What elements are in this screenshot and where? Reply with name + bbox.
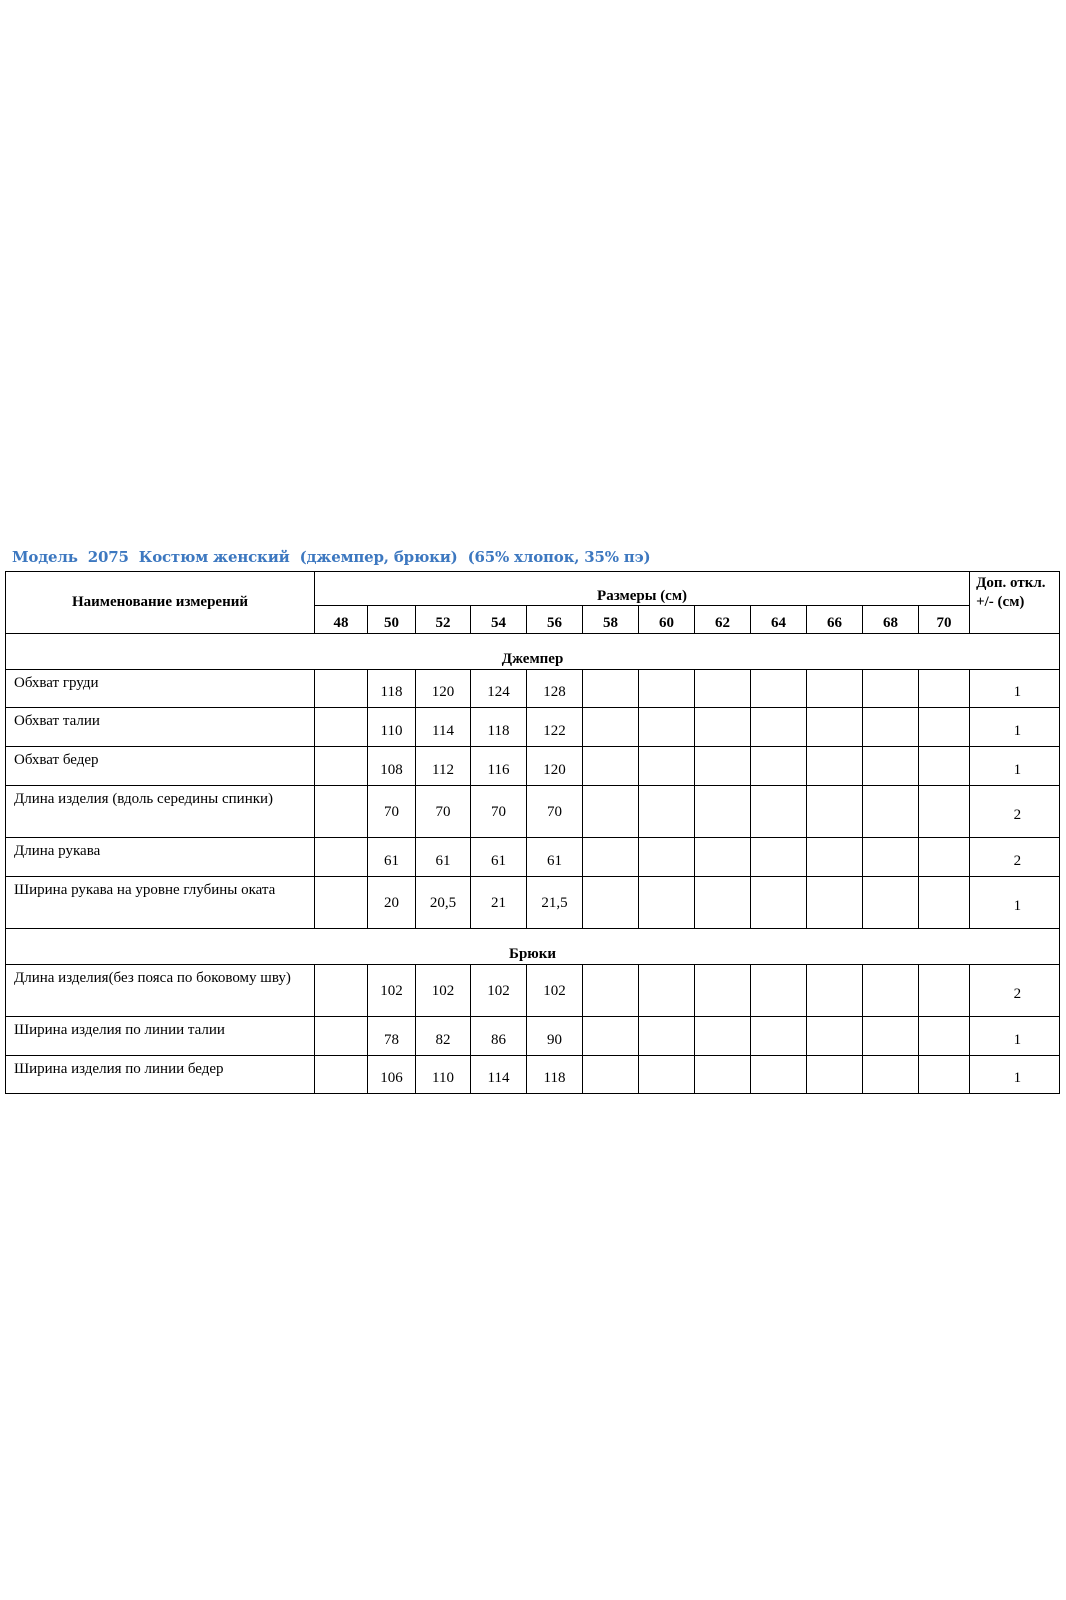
size-value-cell [863, 965, 919, 1017]
size-value-cell [807, 786, 863, 838]
size-value-cell [919, 838, 970, 877]
measurement-name-header: Наименование измерений [6, 572, 315, 634]
size-column-header: 58 [583, 606, 639, 634]
size-value-cell [639, 965, 695, 1017]
tolerance-value: 1 [970, 1056, 1060, 1094]
size-column-header: 52 [416, 606, 471, 634]
size-value-cell: 61 [416, 838, 471, 877]
size-value-cell [315, 965, 368, 1017]
size-value-cell: 120 [416, 670, 471, 708]
size-value-cell: 70 [527, 786, 583, 838]
size-value-cell: 78 [368, 1017, 416, 1056]
size-value-cell [863, 1056, 919, 1094]
size-value-cell [639, 1017, 695, 1056]
size-value-cell: 70 [471, 786, 527, 838]
size-value-cell [863, 1017, 919, 1056]
size-value-cell: 20,5 [416, 877, 471, 929]
size-value-cell [639, 747, 695, 786]
size-value-cell [807, 1017, 863, 1056]
size-value-cell [919, 708, 970, 747]
size-value-cell [751, 1056, 807, 1094]
table-row [6, 747, 1060, 786]
size-value-cell [751, 877, 807, 929]
size-value-cell [751, 786, 807, 838]
table-row [6, 708, 1060, 747]
size-value-cell: 110 [416, 1056, 471, 1094]
tolerance-value: 2 [970, 838, 1060, 877]
size-value-cell [807, 670, 863, 708]
size-value-cell [639, 877, 695, 929]
section-row [6, 634, 1060, 670]
size-value-cell: 110 [368, 708, 416, 747]
size-value-cell: 114 [471, 1056, 527, 1094]
size-value-cell: 118 [471, 708, 527, 747]
size-value-cell [583, 1056, 639, 1094]
measurement-name: Длина изделия(без пояса по боковому шву) [6, 965, 315, 1017]
size-value-cell: 102 [527, 965, 583, 1017]
size-value-cell [639, 670, 695, 708]
size-value-cell [863, 747, 919, 786]
size-value-cell: 70 [368, 786, 416, 838]
size-column-header: 68 [863, 606, 919, 634]
size-value-cell [807, 965, 863, 1017]
size-value-cell [583, 965, 639, 1017]
size-value-cell [639, 1056, 695, 1094]
size-value-cell: 124 [471, 670, 527, 708]
size-value-cell [919, 786, 970, 838]
size-value-cell [695, 786, 751, 838]
measurement-name: Длина изделия (вдоль середины спинки) [6, 786, 315, 838]
size-value-cell: 90 [527, 1017, 583, 1056]
size-value-cell [315, 747, 368, 786]
size-value-cell [315, 670, 368, 708]
size-value-cell [583, 670, 639, 708]
table-row [6, 838, 1060, 877]
size-value-cell [751, 965, 807, 1017]
size-column-header: 48 [315, 606, 368, 634]
tolerance-header: Доп. откл. +/- (см) [970, 572, 1060, 634]
size-value-cell: 116 [471, 747, 527, 786]
size-value-cell [639, 708, 695, 747]
size-value-cell [583, 747, 639, 786]
size-value-cell [315, 838, 368, 877]
size-value-cell [863, 786, 919, 838]
size-value-cell [695, 877, 751, 929]
size-column-header: 50 [368, 606, 416, 634]
size-value-cell: 61 [368, 838, 416, 877]
section-title: Джемпер [6, 634, 1060, 670]
table-row [6, 877, 1060, 929]
size-value-cell [919, 670, 970, 708]
size-value-cell [695, 838, 751, 877]
size-value-cell [315, 1017, 368, 1056]
size-value-cell: 86 [471, 1017, 527, 1056]
size-value-cell [583, 877, 639, 929]
size-column-header: 66 [807, 606, 863, 634]
tolerance-value: 1 [970, 670, 1060, 708]
size-value-cell [863, 877, 919, 929]
size-value-cell: 102 [368, 965, 416, 1017]
size-value-cell [919, 1017, 970, 1056]
size-value-cell: 128 [527, 670, 583, 708]
size-value-cell [315, 708, 368, 747]
size-value-cell: 61 [471, 838, 527, 877]
measurement-name: Длина рукава [6, 838, 315, 877]
size-column-header: 62 [695, 606, 751, 634]
size-value-cell [807, 877, 863, 929]
size-value-cell [751, 1017, 807, 1056]
size-column-header: 56 [527, 606, 583, 634]
size-value-cell [695, 670, 751, 708]
section-title: Брюки [6, 929, 1060, 965]
size-value-cell: 21,5 [527, 877, 583, 929]
size-value-cell [695, 708, 751, 747]
size-value-cell [639, 786, 695, 838]
size-value-cell: 102 [471, 965, 527, 1017]
size-value-cell: 114 [416, 708, 471, 747]
size-value-cell [863, 670, 919, 708]
measurement-name: Ширина изделия по линии бедер [6, 1056, 315, 1094]
size-value-cell [863, 838, 919, 877]
size-value-cell [695, 1017, 751, 1056]
size-value-cell [583, 1017, 639, 1056]
size-value-cell [807, 708, 863, 747]
table-row [6, 1056, 1060, 1094]
header-row [6, 572, 1060, 606]
measurement-name: Ширина изделия по линии талии [6, 1017, 315, 1056]
size-value-cell [919, 965, 970, 1017]
sizes-header: Размеры (см) [315, 572, 970, 606]
size-value-cell [695, 1056, 751, 1094]
tolerance-value: 2 [970, 965, 1060, 1017]
table-row [6, 1017, 1060, 1056]
size-value-cell [919, 877, 970, 929]
size-value-cell [919, 1056, 970, 1094]
tolerance-value: 2 [970, 786, 1060, 838]
size-value-cell [315, 786, 368, 838]
table-row [6, 670, 1060, 708]
tolerance-value: 1 [970, 1017, 1060, 1056]
measurement-name: Ширина рукава на уровне глубины оката [6, 877, 315, 929]
size-value-cell: 82 [416, 1017, 471, 1056]
tolerance-value: 1 [970, 877, 1060, 929]
size-column-header: 64 [751, 606, 807, 634]
measurement-name: Обхват груди [6, 670, 315, 708]
size-column-header: 70 [919, 606, 970, 634]
size-value-cell [919, 747, 970, 786]
size-value-cell: 120 [527, 747, 583, 786]
size-value-cell: 112 [416, 747, 471, 786]
size-value-cell [751, 747, 807, 786]
size-value-cell [695, 965, 751, 1017]
table-row [6, 786, 1060, 838]
size-value-cell [751, 670, 807, 708]
size-value-cell [583, 708, 639, 747]
size-value-cell: 118 [368, 670, 416, 708]
size-value-cell: 108 [368, 747, 416, 786]
size-value-cell [751, 838, 807, 877]
size-value-cell [863, 708, 919, 747]
size-value-cell: 70 [416, 786, 471, 838]
section-row [6, 929, 1060, 965]
size-value-cell [583, 838, 639, 877]
measurement-name: Обхват талии [6, 708, 315, 747]
size-value-cell: 106 [368, 1056, 416, 1094]
size-value-cell: 61 [527, 838, 583, 877]
size-value-cell: 102 [416, 965, 471, 1017]
measurement-name: Обхват бедер [6, 747, 315, 786]
size-value-cell [807, 747, 863, 786]
size-value-cell [807, 1056, 863, 1094]
size-column-header: 54 [471, 606, 527, 634]
tolerance-value: 1 [970, 708, 1060, 747]
tolerance-value: 1 [970, 747, 1060, 786]
size-value-cell: 20 [368, 877, 416, 929]
document-title: Модель 2075 Костюм женский (джемпер, брюки) (65% хлопок, 35% пэ) [12, 548, 651, 566]
size-value-cell [315, 877, 368, 929]
size-value-cell: 118 [527, 1056, 583, 1094]
size-value-cell: 122 [527, 708, 583, 747]
size-value-cell [695, 747, 751, 786]
size-value-cell [751, 708, 807, 747]
size-value-cell [807, 838, 863, 877]
size-value-cell [639, 838, 695, 877]
size-column-header: 60 [639, 606, 695, 634]
size-chart-table [5, 571, 1060, 1094]
table-row [6, 965, 1060, 1017]
size-value-cell: 21 [471, 877, 527, 929]
size-value-cell [583, 786, 639, 838]
size-value-cell [315, 1056, 368, 1094]
